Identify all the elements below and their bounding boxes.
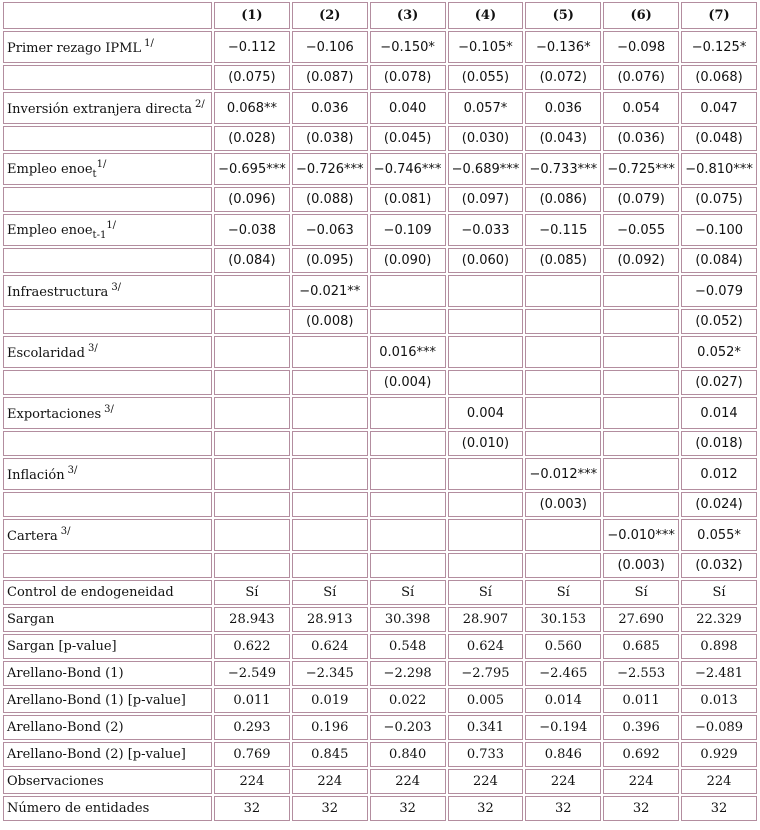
- row-label: [3, 397, 212, 429]
- row-label: [3, 458, 212, 490]
- standard-error-row: [3, 248, 757, 273]
- standard-error-cell: [603, 309, 679, 334]
- row-label: Sargan [p-value]: [3, 634, 212, 659]
- coefficient-cell: −0.136*: [525, 31, 601, 63]
- variable-name: Empleo enoe: [7, 222, 93, 238]
- standard-error-row: [3, 370, 757, 395]
- standard-error-cell: (0.004): [370, 370, 446, 395]
- statistic-cell: −0.089: [681, 715, 757, 740]
- statistic-cell: Sí: [525, 580, 601, 605]
- coefficient-row: [3, 275, 757, 307]
- row-label: [3, 92, 212, 124]
- coefficient-cell: −0.010***: [603, 519, 679, 551]
- standard-error-cell: [214, 492, 290, 517]
- coefficient-cell: −0.055: [603, 214, 679, 246]
- standard-error-row: [3, 492, 757, 517]
- standard-error-cell: (0.078): [370, 65, 446, 90]
- standard-error-cell: [603, 370, 679, 395]
- variable-name: Escolaridad: [7, 346, 85, 361]
- statistic-cell: 0.692: [603, 742, 679, 767]
- statistic-cell: 224: [525, 769, 601, 794]
- standard-error-cell: (0.045): [370, 126, 446, 151]
- statistic-cell: 224: [448, 769, 524, 794]
- statistic-row: [3, 634, 757, 659]
- standard-error-cell: [292, 492, 368, 517]
- coefficient-cell: [448, 275, 524, 307]
- coefficient-cell: −0.726***: [292, 153, 368, 185]
- coefficient-cell: −0.746***: [370, 153, 446, 185]
- row-label: [3, 519, 212, 551]
- coefficient-cell: 0.004: [448, 397, 524, 429]
- empty-label: [3, 65, 212, 90]
- standard-error-cell: (0.028): [214, 126, 290, 151]
- statistic-cell: 32: [292, 796, 368, 821]
- statistic-cell: −2.465: [525, 661, 601, 686]
- standard-error-cell: (0.097): [448, 187, 524, 212]
- coefficient-cell: −0.079: [681, 275, 757, 307]
- header-corner: [3, 2, 212, 29]
- standard-error-cell: [292, 370, 368, 395]
- coefficient-cell: −0.689***: [448, 153, 524, 185]
- standard-error-cell: (0.043): [525, 126, 601, 151]
- coefficient-row: [3, 458, 757, 490]
- statistic-cell: 0.845: [292, 742, 368, 767]
- statistic-cell: 0.733: [448, 742, 524, 767]
- standard-error-cell: [525, 309, 601, 334]
- standard-error-cell: (0.052): [681, 309, 757, 334]
- statistic-row: [3, 661, 757, 686]
- statistic-cell: 0.624: [292, 634, 368, 659]
- column-header: (3): [370, 2, 446, 29]
- coefficient-cell: 0.014: [681, 397, 757, 429]
- coefficient-cell: −0.109: [370, 214, 446, 246]
- standard-error-cell: (0.079): [603, 187, 679, 212]
- column-header: (2): [292, 2, 368, 29]
- variable-name: Inflación: [7, 468, 65, 483]
- coefficient-cell: −0.105*: [448, 31, 524, 63]
- standard-error-row: [3, 553, 757, 578]
- row-label: [3, 153, 212, 185]
- coefficient-cell: [448, 336, 524, 368]
- row-label: [3, 336, 212, 368]
- coefficient-cell: −0.063: [292, 214, 368, 246]
- statistic-cell: 0.011: [214, 688, 290, 713]
- statistic-cell: 0.929: [681, 742, 757, 767]
- standard-error-row: [3, 431, 757, 456]
- statistic-cell: 0.396: [603, 715, 679, 740]
- statistic-cell: 0.846: [525, 742, 601, 767]
- footnote-marker: 2/: [194, 99, 205, 110]
- coefficient-row: [3, 214, 757, 246]
- standard-error-cell: (0.075): [681, 187, 757, 212]
- statistic-cell: 28.943: [214, 607, 290, 632]
- statistic-cell: −2.553: [603, 661, 679, 686]
- standard-error-cell: [370, 553, 446, 578]
- footnote-marker: 1/: [106, 219, 117, 231]
- row-label: Sargan: [3, 607, 212, 632]
- statistic-row: [3, 688, 757, 713]
- standard-error-cell: (0.096): [214, 187, 290, 212]
- statistic-cell: 27.690: [603, 607, 679, 632]
- standard-error-cell: [370, 492, 446, 517]
- empty-label: [3, 553, 212, 578]
- coefficient-cell: −0.038: [214, 214, 290, 246]
- coefficient-cell: 0.055*: [681, 519, 757, 551]
- empty-label: [3, 431, 212, 456]
- statistic-cell: 224: [603, 769, 679, 794]
- coefficient-cell: −0.106: [292, 31, 368, 63]
- coefficient-cell: −0.098: [603, 31, 679, 63]
- coefficient-cell: [292, 458, 368, 490]
- standard-error-cell: [525, 370, 601, 395]
- coefficient-row: [3, 92, 757, 124]
- standard-error-cell: [370, 431, 446, 456]
- standard-error-cell: (0.081): [370, 187, 446, 212]
- coefficient-cell: 0.036: [292, 92, 368, 124]
- statistic-cell: 224: [370, 769, 446, 794]
- header-row: [3, 2, 757, 29]
- standard-error-cell: (0.010): [448, 431, 524, 456]
- statistic-cell: 0.196: [292, 715, 368, 740]
- coefficient-cell: [214, 336, 290, 368]
- coefficient-cell: [525, 519, 601, 551]
- empty-label: [3, 492, 212, 517]
- standard-error-cell: [292, 431, 368, 456]
- coefficient-cell: 0.054: [603, 92, 679, 124]
- coefficient-cell: [603, 397, 679, 429]
- standard-error-cell: [525, 431, 601, 456]
- standard-error-cell: (0.027): [681, 370, 757, 395]
- coefficient-cell: −0.125*: [681, 31, 757, 63]
- standard-error-cell: (0.068): [681, 65, 757, 90]
- coefficient-row: [3, 153, 757, 185]
- coefficient-row: [3, 519, 757, 551]
- statistic-cell: 0.840: [370, 742, 446, 767]
- statistic-cell: Sí: [370, 580, 446, 605]
- statistic-cell: 0.011: [603, 688, 679, 713]
- statistic-cell: 30.398: [370, 607, 446, 632]
- standard-error-cell: [448, 370, 524, 395]
- coefficient-cell: −0.112: [214, 31, 290, 63]
- statistic-cell: 0.005: [448, 688, 524, 713]
- empty-label: [3, 126, 212, 151]
- coefficient-cell: [292, 519, 368, 551]
- statistic-cell: 0.560: [525, 634, 601, 659]
- variable-name: Infraestructura: [7, 285, 109, 300]
- footnote-marker: 3/: [67, 465, 78, 476]
- coefficient-cell: [525, 336, 601, 368]
- coefficient-cell: 0.068**: [214, 92, 290, 124]
- row-label: Arellano-Bond (2): [3, 715, 212, 740]
- row-label: Arellano-Bond (1): [3, 661, 212, 686]
- empty-label: [3, 248, 212, 273]
- statistic-cell: Sí: [681, 580, 757, 605]
- statistic-cell: −2.345: [292, 661, 368, 686]
- coefficient-row: [3, 31, 757, 63]
- standard-error-cell: (0.008): [292, 309, 368, 334]
- statistic-cell: 32: [370, 796, 446, 821]
- standard-error-cell: (0.095): [292, 248, 368, 273]
- standard-error-cell: (0.018): [681, 431, 757, 456]
- variable-name: Empleo enoe: [7, 161, 93, 177]
- standard-error-cell: [214, 309, 290, 334]
- coefficient-cell: −0.725***: [603, 153, 679, 185]
- statistic-cell: 224: [681, 769, 757, 794]
- coefficient-cell: [214, 458, 290, 490]
- row-label: [3, 214, 212, 246]
- coefficient-cell: [370, 397, 446, 429]
- statistic-cell: 28.907: [448, 607, 524, 632]
- standard-error-cell: [603, 431, 679, 456]
- statistic-cell: 0.769: [214, 742, 290, 767]
- statistic-cell: −0.194: [525, 715, 601, 740]
- row-label: Arellano-Bond (2) [p-value]: [3, 742, 212, 767]
- statistic-cell: Sí: [448, 580, 524, 605]
- column-header: (4): [448, 2, 524, 29]
- coefficient-cell: [370, 519, 446, 551]
- standard-error-cell: [448, 492, 524, 517]
- standard-error-cell: (0.036): [603, 126, 679, 151]
- coefficient-cell: −0.150*: [370, 31, 446, 63]
- coefficient-cell: [448, 458, 524, 490]
- coefficient-cell: [370, 458, 446, 490]
- statistic-cell: 0.341: [448, 715, 524, 740]
- footnote-marker: 3/: [111, 282, 122, 293]
- statistic-cell: 32: [603, 796, 679, 821]
- statistic-cell: Sí: [214, 580, 290, 605]
- row-label: [3, 275, 212, 307]
- statistic-cell: 32: [681, 796, 757, 821]
- statistic-row: [3, 796, 757, 821]
- empty-label: [3, 370, 212, 395]
- variable-name: Cartera: [7, 529, 58, 544]
- coefficient-row: [3, 397, 757, 429]
- standard-error-cell: (0.072): [525, 65, 601, 90]
- coefficient-cell: [214, 397, 290, 429]
- variable-name: Inversión extranjera directa: [7, 102, 192, 117]
- coefficient-cell: [370, 275, 446, 307]
- coefficient-cell: −0.695***: [214, 153, 290, 185]
- statistic-cell: 22.329: [681, 607, 757, 632]
- column-header: (7): [681, 2, 757, 29]
- coefficient-cell: −0.733***: [525, 153, 601, 185]
- standard-error-cell: (0.003): [525, 492, 601, 517]
- standard-error-cell: (0.086): [525, 187, 601, 212]
- coefficient-cell: 0.012: [681, 458, 757, 490]
- empty-label: [3, 309, 212, 334]
- statistic-row: [3, 715, 757, 740]
- statistic-cell: 0.622: [214, 634, 290, 659]
- row-label: Número de entidades: [3, 796, 212, 821]
- statistic-cell: −0.203: [370, 715, 446, 740]
- statistic-cell: 0.019: [292, 688, 368, 713]
- variable-name: Primer rezago IPML: [7, 41, 142, 56]
- statistic-cell: −2.481: [681, 661, 757, 686]
- coefficient-cell: [214, 519, 290, 551]
- coefficient-cell: 0.047: [681, 92, 757, 124]
- standard-error-cell: (0.088): [292, 187, 368, 212]
- standard-error-cell: [214, 431, 290, 456]
- statistic-cell: 30.153: [525, 607, 601, 632]
- standard-error-cell: (0.076): [603, 65, 679, 90]
- statistic-cell: 224: [214, 769, 290, 794]
- standard-error-row: [3, 65, 757, 90]
- standard-error-cell: (0.048): [681, 126, 757, 151]
- statistic-cell: Sí: [292, 580, 368, 605]
- variable-name: Exportaciones: [7, 407, 102, 422]
- coefficient-cell: [603, 458, 679, 490]
- standard-error-row: [3, 126, 757, 151]
- standard-error-cell: (0.084): [681, 248, 757, 273]
- column-header: (6): [603, 2, 679, 29]
- coefficient-cell: 0.057*: [448, 92, 524, 124]
- statistic-cell: Sí: [603, 580, 679, 605]
- statistic-cell: 0.022: [370, 688, 446, 713]
- standard-error-row: [3, 309, 757, 334]
- standard-error-cell: (0.085): [525, 248, 601, 273]
- empty-label: [3, 187, 212, 212]
- standard-error-cell: (0.084): [214, 248, 290, 273]
- row-label: Control de endogeneidad: [3, 580, 212, 605]
- coefficient-cell: [292, 397, 368, 429]
- standard-error-cell: [370, 309, 446, 334]
- statistic-cell: 32: [214, 796, 290, 821]
- coefficient-cell: [448, 519, 524, 551]
- coefficient-cell: [525, 275, 601, 307]
- statistic-cell: −2.298: [370, 661, 446, 686]
- standard-error-cell: [292, 553, 368, 578]
- statistic-row: [3, 580, 757, 605]
- coefficient-cell: −0.033: [448, 214, 524, 246]
- standard-error-cell: (0.060): [448, 248, 524, 273]
- standard-error-cell: (0.030): [448, 126, 524, 151]
- footnote-marker: 3/: [60, 526, 71, 537]
- coefficient-cell: −0.100: [681, 214, 757, 246]
- statistic-row: [3, 742, 757, 767]
- row-label: Observaciones: [3, 769, 212, 794]
- coefficient-cell: −0.012***: [525, 458, 601, 490]
- statistic-cell: 28.913: [292, 607, 368, 632]
- footnote-marker: 3/: [87, 343, 98, 354]
- standard-error-cell: [525, 553, 601, 578]
- standard-error-cell: (0.024): [681, 492, 757, 517]
- coefficient-row: [3, 336, 757, 368]
- coefficient-cell: [292, 336, 368, 368]
- standard-error-cell: (0.032): [681, 553, 757, 578]
- standard-error-cell: [214, 553, 290, 578]
- coefficient-cell: 0.036: [525, 92, 601, 124]
- standard-error-cell: [448, 553, 524, 578]
- column-header: (5): [525, 2, 601, 29]
- statistic-cell: 0.293: [214, 715, 290, 740]
- statistic-cell: 0.013: [681, 688, 757, 713]
- subscript: t: [92, 168, 97, 180]
- statistic-cell: 32: [525, 796, 601, 821]
- standard-error-cell: [214, 370, 290, 395]
- coefficient-cell: −0.810***: [681, 153, 757, 185]
- standard-error-cell: (0.075): [214, 65, 290, 90]
- coefficient-cell: −0.115: [525, 214, 601, 246]
- coefficient-cell: 0.040: [370, 92, 446, 124]
- statistic-cell: 224: [292, 769, 368, 794]
- standard-error-cell: (0.055): [448, 65, 524, 90]
- statistic-row: [3, 769, 757, 794]
- footnote-marker: 3/: [104, 404, 114, 415]
- standard-error-cell: [603, 492, 679, 517]
- footnote-marker: 1/: [144, 38, 154, 49]
- subscript: t-1: [92, 229, 107, 241]
- standard-error-cell: (0.038): [292, 126, 368, 151]
- statistic-cell: 0.548: [370, 634, 446, 659]
- coefficient-cell: [214, 275, 290, 307]
- row-label: [3, 31, 212, 63]
- coefficient-cell: 0.052*: [681, 336, 757, 368]
- statistic-cell: −2.549: [214, 661, 290, 686]
- coefficient-cell: [603, 275, 679, 307]
- statistic-cell: 0.624: [448, 634, 524, 659]
- standard-error-cell: (0.087): [292, 65, 368, 90]
- statistic-cell: 32: [448, 796, 524, 821]
- coefficient-cell: [603, 336, 679, 368]
- regression-table: [1, 0, 759, 823]
- standard-error-row: [3, 187, 757, 212]
- coefficient-cell: [525, 397, 601, 429]
- statistic-cell: 0.898: [681, 634, 757, 659]
- statistic-cell: 0.685: [603, 634, 679, 659]
- coefficient-cell: −0.021**: [292, 275, 368, 307]
- standard-error-cell: (0.090): [370, 248, 446, 273]
- statistic-row: [3, 607, 757, 632]
- column-header: (1): [214, 2, 290, 29]
- coefficient-cell: 0.016***: [370, 336, 446, 368]
- row-label: Arellano-Bond (1) [p-value]: [3, 688, 212, 713]
- standard-error-cell: (0.003): [603, 553, 679, 578]
- statistic-cell: −2.795: [448, 661, 524, 686]
- statistic-cell: 0.014: [525, 688, 601, 713]
- standard-error-cell: [448, 309, 524, 334]
- standard-error-cell: (0.092): [603, 248, 679, 273]
- footnote-marker: 1/: [96, 158, 107, 170]
